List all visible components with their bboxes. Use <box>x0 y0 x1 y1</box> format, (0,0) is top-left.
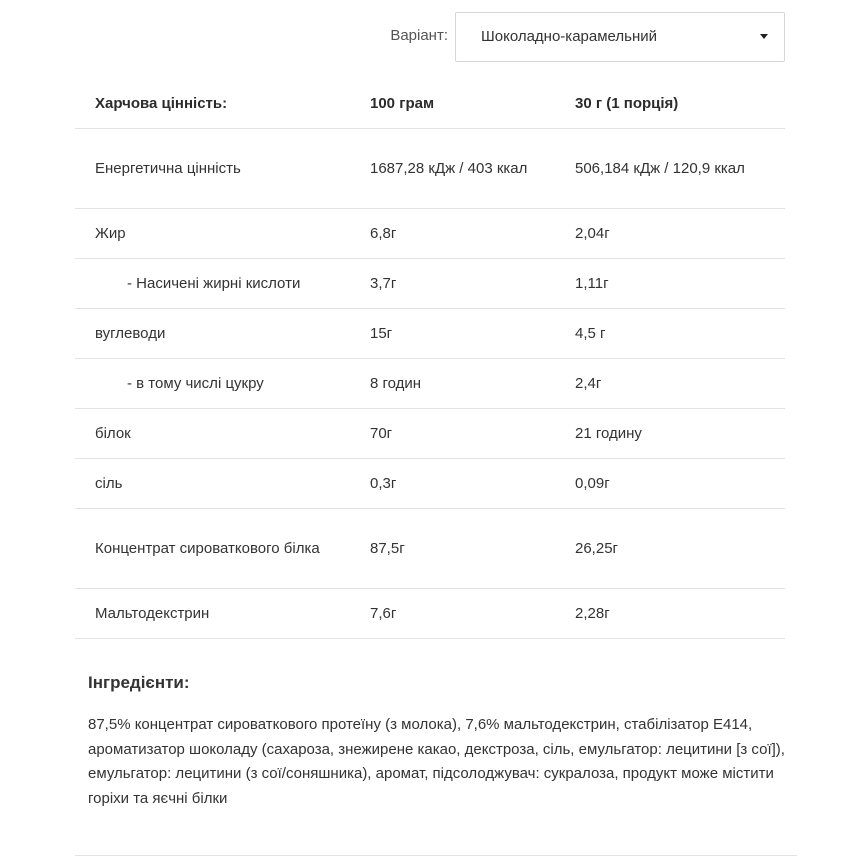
row-per-100g: 15г <box>370 324 393 342</box>
row-name: Жир <box>95 224 126 242</box>
row-name: сіль <box>95 474 123 492</box>
row-per-serving: 2,04г <box>575 224 610 242</box>
row-per-100g: 3,7г <box>370 274 397 292</box>
row-name: Концентрат сироваткового білка <box>95 539 320 557</box>
table-row <box>75 509 785 589</box>
row-name: Енергетична цінність <box>95 159 241 177</box>
row-per-serving: 2,28г <box>575 604 610 622</box>
table-row <box>75 129 785 209</box>
ingredients-section <box>88 668 788 811</box>
table-row <box>75 459 785 509</box>
row-per-100g: 70г <box>370 424 393 442</box>
table-row <box>75 259 785 309</box>
row-name: білок <box>95 424 131 442</box>
row-per-serving: 506,184 кДж / 120,9 ккал <box>575 159 745 177</box>
caret-down-icon <box>760 34 768 39</box>
variant-selector-row <box>0 12 860 62</box>
row-per-100g: 7,6г <box>370 604 397 622</box>
row-per-serving: 0,09г <box>575 474 610 492</box>
row-per-100g: 6,8г <box>370 224 397 242</box>
row-per-100g: 8 годин <box>370 374 422 392</box>
header-name: Харчова цінність: <box>95 94 228 112</box>
row-per-serving: 2,4г <box>575 374 602 392</box>
row-per-serving: 21 годину <box>575 424 642 442</box>
section-divider <box>75 855 797 856</box>
table-row <box>75 309 785 359</box>
table-row <box>75 359 785 409</box>
row-per-100g: 0,3г <box>370 474 397 492</box>
row-per-100g: 1687,28 кДж / 403 ккал <box>370 159 528 177</box>
variant-select[interactable] <box>455 12 785 62</box>
row-per-100g: 87,5г <box>370 539 405 557</box>
header-per-100g: 100 грам <box>370 94 435 112</box>
table-row <box>75 589 785 639</box>
row-per-serving: 4,5 г <box>575 324 606 342</box>
variant-label: Варіант: <box>390 27 448 44</box>
ingredients-text: 87,5% концентрат сироваткового протеїну (з молока), 7,6% мальтодекстрин, стабілізатор E414, ароматизатор шоколаду (сахароза, знежирене какао, декстроза, сіль, емульгатор: лецитини [з сої]), емульгатор: лецитини (з сої/соняшника), аромат, підсолоджувач: сукралоза, продукт може містити горіхи та яєчні білки <box>88 716 785 807</box>
row-name: Мальтодекстрин <box>95 604 210 622</box>
table-row <box>75 209 785 259</box>
table-row <box>75 409 785 459</box>
variant-selected-value: Шоколадно-карамельний <box>481 28 657 45</box>
row-name: - Насичені жирні кислоти <box>127 274 301 292</box>
ingredients-title: Інгредієнти: <box>88 673 190 692</box>
nutrition-table <box>75 79 785 639</box>
row-name: вуглеводи <box>95 324 166 342</box>
header-per-serving: 30 г (1 порція) <box>575 94 679 112</box>
row-per-serving: 1,11г <box>575 274 609 292</box>
row-name: - в тому числі цукру <box>127 374 264 392</box>
nutrition-table-header <box>75 79 785 129</box>
row-per-serving: 26,25г <box>575 539 619 557</box>
